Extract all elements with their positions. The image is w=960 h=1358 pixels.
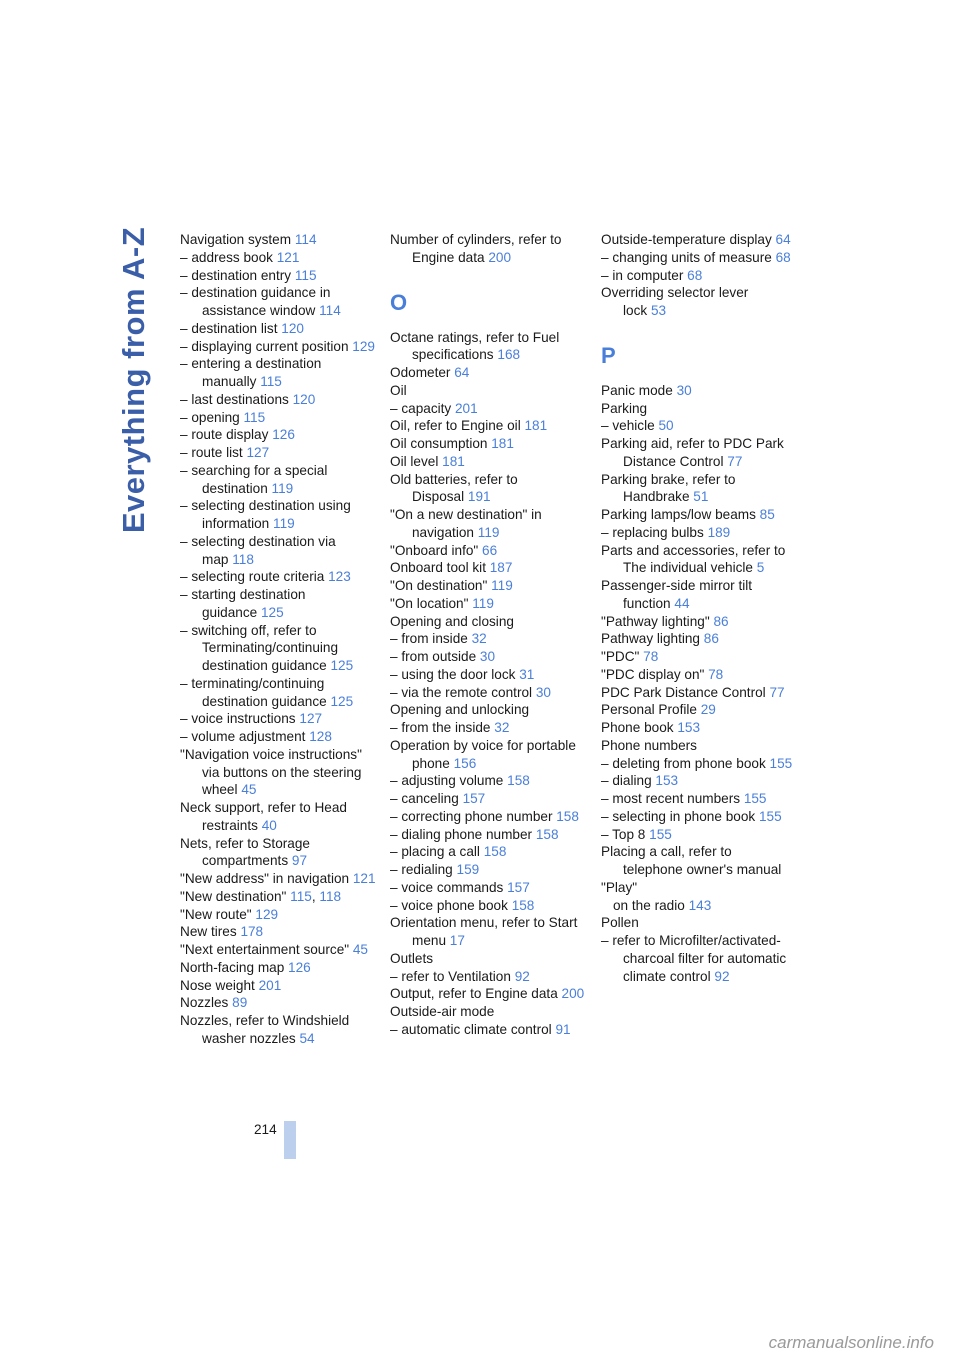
page-reference-link[interactable]: 126 xyxy=(272,427,295,443)
page-reference-link[interactable]: 119 xyxy=(491,578,513,593)
page-reference-link[interactable]: 120 xyxy=(292,391,316,407)
index-entry-term: – switching off, refer to Terminating/continuing destination guidance xyxy=(180,622,339,673)
page-reference-link[interactable]: 159 xyxy=(456,862,480,877)
index-entry xyxy=(601,684,793,702)
page-reference-link[interactable]: 118 xyxy=(319,888,342,904)
index-entry xyxy=(390,559,590,577)
index-entry xyxy=(390,417,590,435)
index-entry xyxy=(390,231,590,267)
index-entry xyxy=(180,923,380,941)
page-reference-link[interactable]: 68 xyxy=(775,249,791,265)
index-entry-term: – terminating/continuing destination guidance xyxy=(180,675,327,709)
page-reference-link[interactable]: 53 xyxy=(650,303,667,318)
page-reference-link[interactable]: 128 xyxy=(309,729,332,744)
index-entry xyxy=(180,906,380,924)
index-entry xyxy=(180,959,380,977)
index-entry-term: – automatic climate control xyxy=(390,1021,552,1037)
index-entry-term: Operation by voice for portable phone xyxy=(390,737,576,771)
page-reference-link[interactable]: 30 xyxy=(676,382,692,398)
index-entry xyxy=(390,435,590,453)
index-entry-term: – selecting destination using information xyxy=(180,498,351,531)
index-entry-term: Nozzles, refer to Windshield washer nozzles xyxy=(180,1013,350,1046)
index-entry xyxy=(180,231,380,249)
index-entry-term: – replacing bulbs xyxy=(601,524,704,540)
page-reference-link[interactable]: 119 xyxy=(273,516,295,531)
index-entry xyxy=(601,648,793,666)
page-reference-link[interactable]: 40 xyxy=(261,817,277,833)
index-entry-term: Passenger-side mirror tilt function xyxy=(601,578,753,611)
index-entry xyxy=(390,613,590,631)
page-reference-link[interactable]: 191 xyxy=(467,489,491,505)
index-entry xyxy=(390,968,590,986)
index-entry xyxy=(390,914,590,950)
index-entry-term: Odometer xyxy=(390,365,451,380)
index-column-3 xyxy=(601,231,793,985)
index-entry xyxy=(180,338,380,356)
index-entry xyxy=(180,497,380,533)
section-title: Everything from A-Z xyxy=(116,226,152,534)
page-reference-link[interactable]: 97 xyxy=(291,853,308,869)
page-reference-link[interactable]: 17 xyxy=(449,933,465,948)
page-reference-link[interactable]: 45 xyxy=(241,782,257,798)
page-reference-link[interactable]: 92 xyxy=(714,968,730,984)
index-entry-term: – vehicle xyxy=(601,418,655,434)
index-entry-term: Parts and accessories, refer to The individual vehicle xyxy=(601,542,786,576)
page-reference-link[interactable]: 155 xyxy=(649,826,672,842)
index-entry xyxy=(601,701,793,719)
index-entry-term: – canceling xyxy=(390,791,459,806)
index-entry-term: "New route" xyxy=(180,906,252,922)
index-entry-term: Neck support, refer to Head restraints xyxy=(180,800,347,833)
index-entry-term: – selecting destination via map xyxy=(180,533,336,567)
index-entry xyxy=(601,914,793,932)
index-entry xyxy=(180,728,380,746)
index-entry xyxy=(390,630,590,648)
index-entry-term: – from the inside xyxy=(390,720,491,735)
index-entry-term: – most recent numbers xyxy=(601,791,741,806)
index-entry xyxy=(601,843,793,879)
page-reference-link[interactable]: 126 xyxy=(288,959,311,975)
index-entry xyxy=(390,772,590,790)
letter-heading: O xyxy=(390,289,408,315)
page-reference-link[interactable]: 86 xyxy=(713,613,729,629)
index-entry-term: – searching for a special destination xyxy=(180,462,328,496)
page-reference-link[interactable]: 29 xyxy=(700,702,716,718)
index-entry-term: – starting destination guidance xyxy=(180,587,306,620)
index-entry xyxy=(180,1012,380,1048)
index-entry xyxy=(601,267,793,285)
page-reference-link[interactable]: 115 xyxy=(294,267,317,283)
index-entry-term: – Top 8 xyxy=(601,826,646,842)
page-reference-link[interactable]: 153 xyxy=(655,773,679,789)
page-reference-link[interactable]: 115 xyxy=(243,409,266,425)
index-entry xyxy=(601,284,793,320)
index-entry-term: – using the door lock xyxy=(390,666,516,682)
index-entry xyxy=(390,471,590,507)
page-reference-link[interactable]: 125 xyxy=(330,693,354,709)
index-entry xyxy=(390,400,590,418)
index-entry xyxy=(601,755,793,773)
page-reference-link[interactable]: 168 xyxy=(497,347,521,363)
index-entry-term: – route display xyxy=(180,427,269,443)
index-entry xyxy=(180,710,380,728)
index-entry-term: – deleting from phone book xyxy=(601,755,766,771)
index-entry xyxy=(601,435,793,471)
page-reference-link[interactable]: 129 xyxy=(255,906,279,922)
index-entry xyxy=(390,701,590,719)
page-reference-link[interactable]: 118 xyxy=(232,551,254,567)
index-entry-term: on the radio xyxy=(613,897,685,913)
page-reference-link[interactable]: 121 xyxy=(276,249,300,265)
index-entry-term: – refer to Microfilter/activated-charcoal filter for automatic climate control xyxy=(601,933,787,984)
index-entry-term: Pollen xyxy=(601,915,639,931)
index-entry-term: – from inside xyxy=(390,631,468,647)
index-entry xyxy=(390,719,590,737)
page-reference-link[interactable]: 158 xyxy=(511,897,535,913)
index-entry-term: Outlets xyxy=(390,950,434,966)
index-entry-term: Overriding selector lever lock xyxy=(601,285,749,318)
page-reference-link[interactable]: 157 xyxy=(507,879,530,895)
index-entry xyxy=(601,772,793,790)
index-entry xyxy=(180,586,380,622)
index-entry-term: – correcting phone number xyxy=(390,808,553,824)
page-reference-link[interactable]: 86 xyxy=(703,631,719,647)
page-reference-link[interactable]: 64 xyxy=(775,232,791,247)
index-entry-term: "Navigation voice instructions" via buttons on the steering wheel xyxy=(180,746,362,798)
index-entry xyxy=(601,790,793,808)
page-reference-link[interactable]: 119 xyxy=(472,595,494,611)
index-entry-term: Oil level xyxy=(390,453,439,469)
page-reference-link[interactable]: 115 xyxy=(260,374,282,389)
page-reference-link[interactable]: 178 xyxy=(240,924,264,940)
index-entry-term: "New destination" xyxy=(180,888,287,904)
index-entry-term: Nets, refer to Storage compartments xyxy=(180,835,310,869)
index-entry xyxy=(180,568,380,586)
index-entry-term: Outside-air mode xyxy=(390,1004,495,1019)
index-entry xyxy=(601,577,793,613)
index-entry-term: Parking lamps/low beams xyxy=(601,507,756,522)
page-reference-link[interactable]: 187 xyxy=(489,560,513,576)
index-entry xyxy=(180,622,380,675)
index-entry xyxy=(601,400,793,418)
index-entry-term: – selecting in phone book xyxy=(601,808,756,824)
page-separator: , xyxy=(311,888,316,904)
index-entry-term: "On location" xyxy=(390,595,469,611)
index-entry xyxy=(390,542,590,560)
index-entry-term: Parking brake, refer to Handbrake xyxy=(601,471,736,505)
index-entry-term: Orientation menu, refer to Start menu xyxy=(390,915,578,948)
index-column-1 xyxy=(180,231,380,1048)
page-reference-link[interactable]: 85 xyxy=(759,507,775,522)
page-reference-link[interactable]: 157 xyxy=(462,791,486,806)
index-entry-term: Nozzles xyxy=(180,995,229,1011)
index-entry-term: – dialing phone number xyxy=(390,826,533,842)
page-reference-link[interactable]: 64 xyxy=(454,365,470,380)
index-entry-term: – destination list xyxy=(180,320,278,336)
index-entry-term: PDC Park Distance Control xyxy=(601,684,766,700)
index-entry xyxy=(601,506,793,524)
page-reference-link[interactable]: 121 xyxy=(352,871,376,886)
page-reference-link[interactable]: 127 xyxy=(246,445,270,460)
page-reference-link[interactable]: 156 xyxy=(453,755,477,771)
page-reference-link[interactable]: 125 xyxy=(330,658,354,673)
index-entry xyxy=(180,746,380,799)
index-entry-term: – dialing xyxy=(601,773,652,789)
page-reference-link[interactable]: 30 xyxy=(535,684,551,700)
page-reference-link[interactable]: 155 xyxy=(743,791,767,806)
page-reference-link[interactable]: 50 xyxy=(658,418,674,434)
index-entry xyxy=(180,267,380,285)
index-entry xyxy=(390,329,590,365)
page-reference-link[interactable]: 181 xyxy=(491,436,514,451)
index-entry-term: "On a new destination" in navigation xyxy=(390,507,542,540)
page-reference-link[interactable]: 91 xyxy=(555,1021,571,1037)
page-reference-link[interactable]: 32 xyxy=(471,631,487,647)
page-reference-link[interactable]: 155 xyxy=(758,808,782,824)
page-reference-link[interactable]: 45 xyxy=(352,942,368,957)
index-entry-term: Oil, refer to Engine oil xyxy=(390,418,521,434)
index-entry xyxy=(390,506,590,542)
index-entry-term: "PDC" xyxy=(601,649,640,664)
page-number-bar xyxy=(284,1121,296,1159)
page-reference-link[interactable]: 129 xyxy=(352,338,375,354)
index-entry-term: Oil consumption xyxy=(390,436,488,451)
index-entry-term: – voice instructions xyxy=(180,711,296,727)
index-entry xyxy=(180,941,380,959)
index-entry xyxy=(390,648,590,666)
page-reference-link[interactable]: 54 xyxy=(299,1030,315,1046)
index-entry-term: Number of cylinders, refer to Engine data xyxy=(390,232,562,265)
index-entry xyxy=(180,320,380,338)
index-entry xyxy=(601,808,793,826)
index-entry-term: – voice commands xyxy=(390,879,504,895)
page-reference-link[interactable]: 181 xyxy=(442,453,465,469)
index-entry-term: – voice phone book xyxy=(390,897,508,913)
index-entry xyxy=(180,355,380,391)
index-entry xyxy=(180,870,380,888)
index-entry-term: "Onboard info" xyxy=(390,542,479,558)
index-entry-term: Old batteries, refer to Disposal xyxy=(390,471,518,505)
page-reference-link[interactable]: 68 xyxy=(687,267,703,283)
index-entry-term: – via the remote control xyxy=(390,684,533,700)
index-entry xyxy=(601,542,793,578)
index-entry xyxy=(601,737,793,755)
index-entry xyxy=(390,595,590,613)
index-entry-term: – refer to Ventilation xyxy=(390,968,511,984)
index-entry-term: – selecting route criteria xyxy=(180,569,325,585)
letter-heading: P xyxy=(601,342,616,368)
index-entry xyxy=(601,666,793,684)
page-reference-link[interactable]: 158 xyxy=(556,808,579,824)
index-entry-term: Pathway lighting xyxy=(601,631,700,647)
index-entry xyxy=(390,453,590,471)
index-entry xyxy=(601,382,793,400)
page-reference-link[interactable]: 127 xyxy=(299,711,323,727)
page-reference-link[interactable]: 153 xyxy=(677,720,701,735)
index-entry xyxy=(180,675,380,711)
index-entry xyxy=(601,471,793,507)
index-entry-term: – placing a call xyxy=(390,844,480,860)
index-entry-term: – address book xyxy=(180,249,273,265)
index-entry xyxy=(601,630,793,648)
index-entry xyxy=(180,533,380,569)
page-reference-link[interactable]: 77 xyxy=(769,684,785,700)
page-reference-link[interactable]: 44 xyxy=(674,595,690,611)
index-entry-term: – route list xyxy=(180,445,243,460)
page-reference-link[interactable]: 5 xyxy=(756,560,765,576)
index-entry xyxy=(180,994,380,1012)
page-reference-link[interactable]: 200 xyxy=(488,249,512,265)
index-entry-term: "PDC display on" xyxy=(601,666,705,682)
page-reference-link[interactable]: 66 xyxy=(482,542,498,558)
index-entry-term: Opening and unlocking xyxy=(390,702,530,718)
index-entry-term: – adjusting volume xyxy=(390,773,504,789)
index-entry xyxy=(390,985,590,1003)
index-entry xyxy=(390,737,590,773)
page-reference-link[interactable]: 78 xyxy=(643,649,659,664)
index-entry xyxy=(180,444,380,462)
page-reference-link[interactable]: 200 xyxy=(561,986,585,1002)
page-reference-link[interactable]: 31 xyxy=(519,666,535,682)
index-entry-term: Phone numbers xyxy=(601,737,697,753)
page-reference-link[interactable]: 201 xyxy=(258,977,282,993)
page-reference-link[interactable]: 92 xyxy=(514,968,530,984)
page-number: 214 xyxy=(254,1122,277,1137)
index-entry xyxy=(180,249,380,267)
index-entry xyxy=(601,613,793,631)
index-entry xyxy=(601,417,793,435)
index-entry-term: Personal Profile xyxy=(601,702,697,718)
index-entry xyxy=(180,799,380,835)
page-reference-link[interactable]: 32 xyxy=(494,720,510,735)
page-reference-link[interactable]: 114 xyxy=(319,303,341,318)
index-entry-term: North-facing map xyxy=(180,959,285,975)
index-entry-term: – opening xyxy=(180,409,240,425)
index-entry xyxy=(390,684,590,702)
index-entry xyxy=(180,835,380,871)
page-reference-link[interactable]: 201 xyxy=(455,400,478,416)
footer-watermark: carmanualsonline.info xyxy=(768,1333,934,1352)
index-entry xyxy=(390,666,590,684)
index-entry-term: Parking aid, refer to PDC Park Distance Control xyxy=(601,436,784,469)
index-entry xyxy=(390,364,590,382)
index-entry xyxy=(390,1003,590,1021)
index-entry-term: – capacity xyxy=(390,400,452,416)
index-entry xyxy=(390,826,590,844)
index-entry-term: – last destinations xyxy=(180,391,289,407)
index-entry xyxy=(390,382,590,400)
page-reference-link[interactable]: 158 xyxy=(483,844,507,860)
index-entry-term: – displaying current position xyxy=(180,338,349,354)
page-reference-link[interactable]: 30 xyxy=(479,649,496,664)
index-entry xyxy=(390,861,590,879)
index-entry xyxy=(180,284,380,320)
index-entry-term: – redialing xyxy=(390,862,453,877)
index-entry-term: Octane ratings, refer to Fuel specifications xyxy=(390,329,560,363)
page-reference-link[interactable]: 77 xyxy=(727,453,743,469)
index-entry-term: – destination guidance in assistance window xyxy=(180,285,331,318)
index-entry xyxy=(601,826,793,844)
index-entry xyxy=(180,462,380,498)
page-reference-link[interactable]: 89 xyxy=(232,995,248,1011)
index-entry xyxy=(601,897,793,915)
index-entry xyxy=(601,249,793,267)
index-entry-term: "Next entertainment source" xyxy=(180,942,350,957)
index-entry-term: – entering a destination manually xyxy=(180,356,322,389)
index-entry xyxy=(390,790,590,808)
index-entry xyxy=(390,577,590,595)
index-entry-term: New tires xyxy=(180,924,237,940)
index-entry-term: – in computer xyxy=(601,267,684,283)
page-reference-link[interactable]: 125 xyxy=(260,604,284,620)
index-entry xyxy=(601,524,793,542)
index-entry xyxy=(180,409,380,427)
page-reference-link[interactable]: 143 xyxy=(688,897,712,913)
index-entry xyxy=(601,932,793,985)
page-reference-link[interactable]: 155 xyxy=(769,755,793,771)
index-entry xyxy=(390,897,590,915)
index-entry xyxy=(390,879,590,897)
page-reference-link[interactable]: 119 xyxy=(271,480,294,496)
index-entry xyxy=(601,231,793,249)
index-entry-term: Oil xyxy=(390,382,407,398)
page-reference-link[interactable]: 114 xyxy=(294,232,317,247)
index-entry-term: – destination entry xyxy=(180,267,292,283)
index-entry-term: Placing a call, refer to telephone owner's manual xyxy=(601,844,782,877)
index-entry xyxy=(390,843,590,861)
page-reference-link[interactable]: 181 xyxy=(524,418,548,434)
page-reference-link[interactable]: 119 xyxy=(477,524,500,540)
index-entry-term: – changing units of measure xyxy=(601,249,772,265)
index-entry xyxy=(601,719,793,737)
index-entry-term: – from outside xyxy=(390,649,477,664)
page-reference-link[interactable]: 158 xyxy=(507,773,530,789)
index-column-2 xyxy=(390,231,590,1039)
section-title-vertical xyxy=(116,226,152,534)
index-entry-term: – volume adjustment xyxy=(180,729,306,744)
index-entry xyxy=(390,808,590,826)
index-entry xyxy=(390,950,590,968)
index-entry-term: "New address" in navigation xyxy=(180,871,350,886)
index-entry xyxy=(390,1021,590,1039)
index-entry-term: Output, refer to Engine data xyxy=(390,986,558,1002)
index-entry-term: Phone book xyxy=(601,720,674,735)
page-reference-link[interactable]: 123 xyxy=(328,569,351,585)
page-reference-link[interactable]: 115 xyxy=(290,888,312,904)
index-entry-term: "Pathway lighting" xyxy=(601,613,710,629)
index-entry xyxy=(180,391,380,409)
page-reference-link[interactable]: 189 xyxy=(707,524,731,540)
index-entry xyxy=(180,888,380,906)
page-reference-link[interactable]: 120 xyxy=(281,320,304,336)
index-entry-term: Navigation system xyxy=(180,232,292,247)
page-reference-link[interactable]: 51 xyxy=(693,489,709,505)
index-entry-term: Parking xyxy=(601,400,648,416)
index-entry-term: Panic mode xyxy=(601,382,673,398)
index-entry-term: "On destination" xyxy=(390,578,488,593)
page-reference-link[interactable]: 78 xyxy=(708,666,724,682)
index-entry-term: Onboard tool kit xyxy=(390,560,486,576)
index-entry xyxy=(180,426,380,444)
index-entry-term: "Play" xyxy=(601,879,638,895)
page-reference-link[interactable]: 158 xyxy=(535,826,559,842)
index-entry-term: Nose weight xyxy=(180,977,255,993)
index-entry xyxy=(180,977,380,995)
index-entry-term: Outside-temperature display xyxy=(601,232,772,247)
index-entry-term: Opening and closing xyxy=(390,613,514,629)
index-entry xyxy=(601,879,793,897)
